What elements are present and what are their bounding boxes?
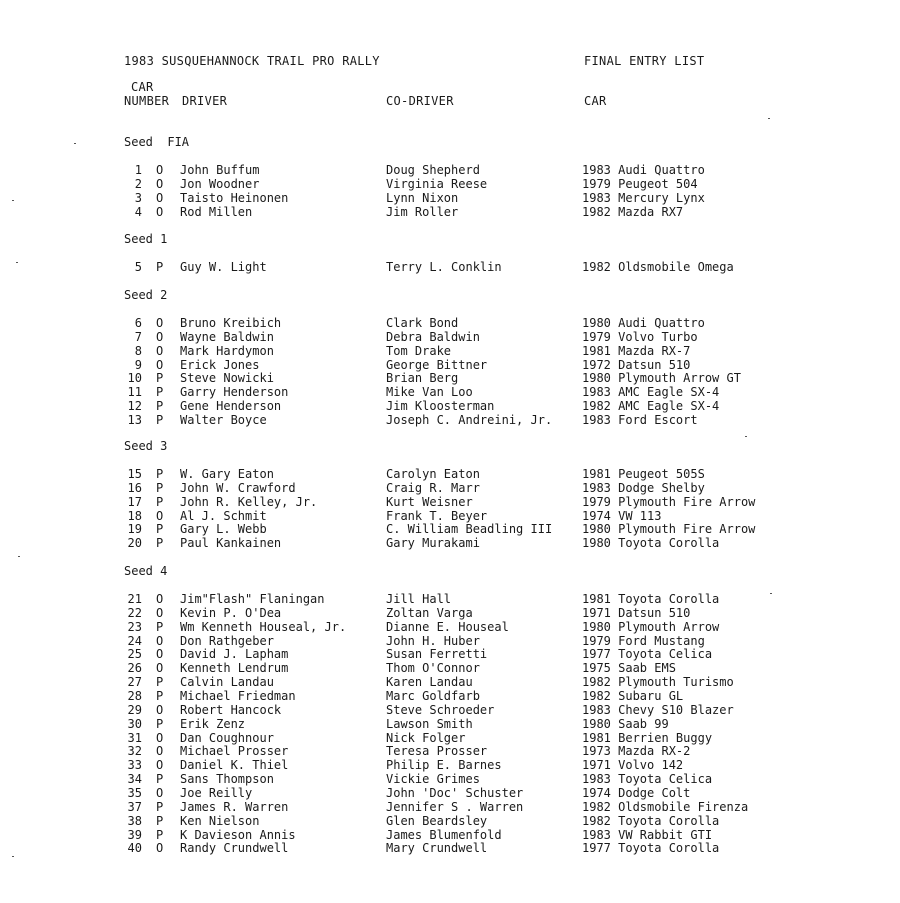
car-model: 1983 AMC Eagle SX-4 bbox=[582, 385, 720, 400]
car-number: 7 bbox=[134, 329, 142, 344]
class-code: P bbox=[156, 494, 164, 509]
driver-name: Rod Millen bbox=[180, 204, 253, 219]
driver-name: K Davieson Annis bbox=[180, 827, 296, 842]
co-driver-name: Jim Kloosterman bbox=[386, 399, 495, 414]
class-code: P bbox=[156, 689, 164, 703]
co-driver-name: Jim Roller bbox=[386, 204, 459, 219]
car-number: 23 bbox=[127, 619, 142, 634]
car-number: 9 bbox=[134, 357, 142, 372]
car-number: 20 bbox=[127, 536, 142, 551]
car-number: 30 bbox=[127, 716, 142, 731]
entry-row bbox=[0, 509, 900, 523]
class-code: O bbox=[156, 204, 164, 219]
car-number: 5 bbox=[134, 260, 142, 274]
co-driver-name: John 'Doc' Schuster bbox=[386, 785, 524, 800]
car-number: 32 bbox=[127, 744, 142, 759]
col-header-car-number-line2: NUMBER bbox=[124, 94, 170, 108]
car-model: 1974 VW 113 bbox=[582, 508, 662, 523]
car-model: 1975 Saab EMS bbox=[582, 661, 676, 676]
co-driver-name: Virginia Reese bbox=[386, 176, 488, 191]
co-driver-name: Clark Bond bbox=[386, 316, 459, 330]
driver-name: Wm Kenneth Houseal, Jr. bbox=[180, 619, 347, 634]
entry-row bbox=[0, 592, 900, 606]
class-code: P bbox=[156, 716, 164, 731]
scan-speck bbox=[16, 262, 18, 263]
driver-name: Michael Prosser bbox=[180, 744, 289, 759]
scan-speck bbox=[12, 200, 14, 201]
car-number: 6 bbox=[134, 316, 142, 330]
car-model: 1980 Audi Quattro bbox=[582, 316, 705, 330]
co-driver-name: Brian Berg bbox=[386, 371, 459, 386]
entry-row bbox=[0, 330, 900, 344]
class-code: P bbox=[156, 412, 164, 427]
scan-speck bbox=[745, 436, 747, 437]
driver-name: Don Rathgeber bbox=[180, 633, 274, 648]
class-code: P bbox=[156, 799, 164, 814]
entry-row bbox=[0, 260, 900, 274]
class-code: O bbox=[156, 190, 164, 205]
car-model: 1979 Plymouth Fire Arrow bbox=[582, 494, 756, 509]
car-model: 1981 Berrien Buggy bbox=[582, 730, 713, 745]
car-model: 1979 Ford Mustang bbox=[582, 633, 705, 648]
entry-row bbox=[0, 731, 900, 745]
driver-name: Jon Woodner bbox=[180, 176, 260, 191]
class-code: O bbox=[156, 163, 164, 177]
co-driver-name: George Bittner bbox=[386, 357, 488, 372]
entry-row bbox=[0, 358, 900, 372]
co-driver-name: Karen Landau bbox=[386, 675, 473, 690]
car-model: 1983 Chevy S10 Blazer bbox=[582, 702, 734, 717]
co-driver-name: Craig R. Marr bbox=[386, 480, 480, 495]
co-driver-name: Vickie Grimes bbox=[386, 772, 480, 786]
driver-name: Jim"Flash" Flaningan bbox=[180, 592, 325, 606]
driver-name: David J. Lapham bbox=[180, 647, 289, 662]
car-model: 1983 Mercury Lynx bbox=[582, 190, 705, 205]
car-model: 1983 Dodge Shelby bbox=[582, 480, 705, 495]
driver-name: Dan Coughnour bbox=[180, 730, 274, 745]
car-number: 8 bbox=[134, 343, 142, 358]
driver-name: Gary L. Webb bbox=[180, 522, 267, 537]
driver-name: Randy Crundwell bbox=[180, 841, 289, 856]
class-code: O bbox=[156, 605, 164, 620]
entry-row bbox=[0, 399, 900, 413]
co-driver-name: Glen Beardsley bbox=[386, 813, 488, 828]
class-code: P bbox=[156, 385, 164, 400]
car-number: 27 bbox=[127, 675, 142, 690]
class-code: P bbox=[156, 467, 164, 481]
co-driver-name: Mary Crundwell bbox=[386, 841, 488, 856]
driver-name: James R. Warren bbox=[180, 799, 289, 814]
co-driver-name: Mike Van Loo bbox=[386, 385, 473, 400]
car-number: 33 bbox=[127, 758, 142, 773]
driver-name: Joe Reilly bbox=[180, 785, 253, 800]
car-model: 1973 Mazda RX-2 bbox=[582, 744, 691, 759]
car-number: 21 bbox=[127, 592, 142, 606]
driver-name: John Buffum bbox=[180, 163, 260, 177]
class-code: O bbox=[156, 316, 164, 330]
driver-name: Steve Nowicki bbox=[180, 371, 274, 386]
class-code: P bbox=[156, 371, 164, 386]
class-code: O bbox=[156, 357, 164, 372]
car-model: 1981 Toyota Corolla bbox=[582, 592, 720, 606]
class-code: P bbox=[156, 772, 164, 786]
driver-name: W. Gary Eaton bbox=[180, 467, 274, 481]
entry-row bbox=[0, 634, 900, 648]
car-model: 1971 Volvo 142 bbox=[582, 758, 684, 773]
entry-row bbox=[0, 703, 900, 717]
col-header-driver: DRIVER bbox=[182, 94, 228, 108]
car-number: 28 bbox=[127, 689, 142, 703]
driver-name: Mark Hardymon bbox=[180, 343, 274, 358]
car-number: 1 bbox=[134, 163, 142, 177]
car-number: 25 bbox=[127, 647, 142, 662]
entry-row bbox=[0, 828, 900, 842]
car-number: 18 bbox=[127, 508, 142, 523]
co-driver-name: John H. Huber bbox=[386, 633, 480, 648]
scan-speck bbox=[768, 118, 770, 119]
car-number: 17 bbox=[127, 494, 142, 509]
class-code: O bbox=[156, 841, 164, 856]
driver-name: Michael Friedman bbox=[180, 689, 296, 703]
class-code: O bbox=[156, 508, 164, 523]
driver-name: Daniel K. Thiel bbox=[180, 758, 289, 773]
co-driver-name: Zoltan Varga bbox=[386, 605, 473, 620]
car-number: 38 bbox=[127, 813, 142, 828]
list-label: FINAL ENTRY LIST bbox=[584, 54, 705, 68]
seed-heading: Seed 2 bbox=[124, 288, 168, 302]
entry-row bbox=[0, 413, 900, 427]
class-code: P bbox=[156, 813, 164, 828]
co-driver-name: Doug Shepherd bbox=[386, 163, 480, 177]
co-driver-name: C. William Beadling III bbox=[386, 522, 553, 537]
car-model: 1983 Audi Quattro bbox=[582, 163, 705, 177]
car-model: 1972 Datsun 510 bbox=[582, 357, 691, 372]
entry-row bbox=[0, 814, 900, 828]
driver-name: Kenneth Lendrum bbox=[180, 661, 289, 676]
co-driver-name: Dianne E. Houseal bbox=[386, 619, 509, 634]
class-code: O bbox=[156, 343, 164, 358]
co-driver-name: Carolyn Eaton bbox=[386, 467, 480, 481]
class-code: P bbox=[156, 675, 164, 690]
entry-row bbox=[0, 205, 900, 219]
driver-name: Guy W. Light bbox=[180, 260, 267, 274]
car-model: 1980 Plymouth Fire Arrow bbox=[582, 522, 756, 537]
car-model: 1982 Toyota Corolla bbox=[582, 813, 720, 828]
class-code: P bbox=[156, 260, 164, 274]
entry-row bbox=[0, 606, 900, 620]
driver-name: Paul Kankainen bbox=[180, 536, 282, 551]
co-driver-name: Tom Drake bbox=[386, 343, 452, 358]
driver-name: John W. Crawford bbox=[180, 480, 296, 495]
car-model: 1982 Mazda RX7 bbox=[582, 204, 684, 219]
car-number: 24 bbox=[127, 633, 142, 648]
entry-row bbox=[0, 371, 900, 385]
col-header-co-driver: CO-DRIVER bbox=[386, 94, 454, 108]
car-number: 26 bbox=[127, 661, 142, 676]
entry-row bbox=[0, 385, 900, 399]
car-number: 10 bbox=[127, 371, 142, 386]
car-model: 1983 VW Rabbit GTI bbox=[582, 827, 713, 842]
co-driver-name: Debra Baldwin bbox=[386, 329, 480, 344]
car-number: 15 bbox=[127, 467, 142, 481]
class-code: O bbox=[156, 744, 164, 759]
car-model: 1982 AMC Eagle SX-4 bbox=[582, 399, 720, 414]
class-code: P bbox=[156, 399, 164, 414]
co-driver-name: Jennifer S . Warren bbox=[386, 799, 524, 814]
car-model: 1980 Plymouth Arrow bbox=[582, 619, 720, 634]
co-driver-name: Lynn Nixon bbox=[386, 190, 459, 205]
car-model: 1982 Oldsmobile Omega bbox=[582, 260, 734, 274]
class-code: P bbox=[156, 827, 164, 842]
co-driver-name: Nick Folger bbox=[386, 730, 466, 745]
scan-speck bbox=[18, 556, 20, 557]
class-code: O bbox=[156, 592, 164, 606]
car-number: 2 bbox=[134, 176, 142, 191]
class-code: P bbox=[156, 536, 164, 551]
driver-name: Calvin Landau bbox=[180, 675, 274, 690]
car-model: 1981 Peugeot 505S bbox=[582, 467, 705, 481]
entry-row bbox=[0, 758, 900, 772]
driver-name: Al J. Schmit bbox=[180, 508, 267, 523]
class-code: O bbox=[156, 661, 164, 676]
driver-name: Walter Boyce bbox=[180, 412, 267, 427]
car-model: 1979 Volvo Turbo bbox=[582, 329, 698, 344]
co-driver-name: Jill Hall bbox=[386, 592, 452, 606]
driver-name: Sans Thompson bbox=[180, 772, 274, 786]
entry-row bbox=[0, 647, 900, 661]
co-driver-name: Gary Murakami bbox=[386, 536, 480, 551]
car-model: 1980 Saab 99 bbox=[582, 716, 669, 731]
co-driver-name: Terry L. Conklin bbox=[386, 260, 502, 274]
seed-heading: Seed 4 bbox=[124, 564, 168, 578]
class-code: O bbox=[156, 329, 164, 344]
car-number: 29 bbox=[127, 702, 142, 717]
driver-name: Bruno Kreibich bbox=[180, 316, 282, 330]
driver-name: Erik Zenz bbox=[180, 716, 246, 731]
document-title: 1983 SUSQUEHANNOCK TRAIL PRO RALLY bbox=[124, 54, 380, 68]
entry-row bbox=[0, 786, 900, 800]
entry-row bbox=[0, 344, 900, 358]
entry-row bbox=[0, 772, 900, 786]
class-code: O bbox=[156, 647, 164, 662]
car-number: 3 bbox=[134, 190, 142, 205]
class-code: P bbox=[156, 480, 164, 495]
class-code: P bbox=[156, 522, 164, 537]
co-driver-name: Steve Schroeder bbox=[386, 702, 495, 717]
car-number: 12 bbox=[127, 399, 142, 414]
car-number: 40 bbox=[127, 841, 142, 856]
co-driver-name: Frank T. Beyer bbox=[386, 508, 488, 523]
driver-name: John R. Kelley, Jr. bbox=[180, 494, 318, 509]
class-code: O bbox=[156, 758, 164, 773]
driver-name: Robert Hancock bbox=[180, 702, 282, 717]
driver-name: Kevin P. O'Dea bbox=[180, 605, 282, 620]
car-number: 16 bbox=[127, 480, 142, 495]
co-driver-name: Susan Ferretti bbox=[386, 647, 488, 662]
co-driver-name: Lawson Smith bbox=[386, 716, 473, 731]
entry-row bbox=[0, 163, 900, 177]
class-code: P bbox=[156, 619, 164, 634]
car-number: 37 bbox=[127, 799, 142, 814]
co-driver-name: Joseph C. Andreini, Jr. bbox=[386, 412, 553, 427]
car-model: 1982 Subaru GL bbox=[582, 689, 684, 703]
entry-row bbox=[0, 800, 900, 814]
co-driver-name: Kurt Weisner bbox=[386, 494, 473, 509]
driver-name: Erick Jones bbox=[180, 357, 260, 372]
entry-row bbox=[0, 841, 900, 855]
car-model: 1977 Toyota Corolla bbox=[582, 841, 720, 856]
class-code: O bbox=[156, 633, 164, 648]
entry-row bbox=[0, 191, 900, 205]
co-driver-name: Teresa Prosser bbox=[386, 744, 488, 759]
car-number: 13 bbox=[127, 412, 142, 427]
car-model: 1982 Oldsmobile Firenza bbox=[582, 799, 749, 814]
co-driver-name: James Blumenfold bbox=[386, 827, 502, 842]
car-model: 1980 Toyota Corolla bbox=[582, 536, 720, 551]
co-driver-name: Thom O'Connor bbox=[386, 661, 480, 676]
entry-row bbox=[0, 495, 900, 509]
car-number: 31 bbox=[127, 730, 142, 745]
entry-row bbox=[0, 689, 900, 703]
co-driver-name: Marc Goldfarb bbox=[386, 689, 480, 703]
scan-speck bbox=[12, 856, 14, 857]
seed-heading: Seed 1 bbox=[124, 232, 168, 246]
class-code: O bbox=[156, 702, 164, 717]
car-model: 1971 Datsun 510 bbox=[582, 605, 691, 620]
col-header-car-number-line1: CAR bbox=[131, 80, 154, 94]
driver-name: Garry Henderson bbox=[180, 385, 289, 400]
car-model: 1974 Dodge Colt bbox=[582, 785, 691, 800]
car-number: 35 bbox=[127, 785, 142, 800]
car-model: 1980 Plymouth Arrow GT bbox=[582, 371, 741, 386]
entry-row bbox=[0, 661, 900, 675]
car-model: 1977 Toyota Celica bbox=[582, 647, 713, 662]
entry-row bbox=[0, 620, 900, 634]
entry-row bbox=[0, 536, 900, 550]
car-number: 34 bbox=[127, 772, 142, 786]
scan-speck bbox=[770, 593, 772, 594]
entry-row bbox=[0, 467, 900, 481]
co-driver-name: Philip E. Barnes bbox=[386, 758, 502, 773]
car-model: 1979 Peugeot 504 bbox=[582, 176, 698, 191]
col-header-car: CAR bbox=[584, 94, 607, 108]
entry-row bbox=[0, 481, 900, 495]
driver-name: Ken Nielson bbox=[180, 813, 260, 828]
car-model: 1981 Mazda RX-7 bbox=[582, 343, 691, 358]
entry-row bbox=[0, 675, 900, 689]
entry-row bbox=[0, 177, 900, 191]
driver-name: Wayne Baldwin bbox=[180, 329, 274, 344]
class-code: O bbox=[156, 730, 164, 745]
entry-row bbox=[0, 316, 900, 330]
car-number: 19 bbox=[127, 522, 142, 537]
scan-speck bbox=[74, 143, 76, 144]
entry-row bbox=[0, 744, 900, 758]
car-model: 1983 Ford Escort bbox=[582, 412, 698, 427]
entry-row bbox=[0, 717, 900, 731]
car-model: 1982 Plymouth Turismo bbox=[582, 675, 734, 690]
class-code: O bbox=[156, 785, 164, 800]
car-number: 11 bbox=[127, 385, 142, 400]
seed-heading: Seed FIA bbox=[124, 135, 190, 149]
car-number: 22 bbox=[127, 605, 142, 620]
driver-name: Gene Henderson bbox=[180, 399, 282, 414]
car-number: 39 bbox=[127, 827, 142, 842]
class-code: O bbox=[156, 176, 164, 191]
driver-name: Taisto Heinonen bbox=[180, 190, 289, 205]
seed-heading: Seed 3 bbox=[124, 439, 168, 453]
car-number: 4 bbox=[134, 204, 142, 219]
car-model: 1983 Toyota Celica bbox=[582, 772, 713, 786]
entry-row bbox=[0, 522, 900, 536]
